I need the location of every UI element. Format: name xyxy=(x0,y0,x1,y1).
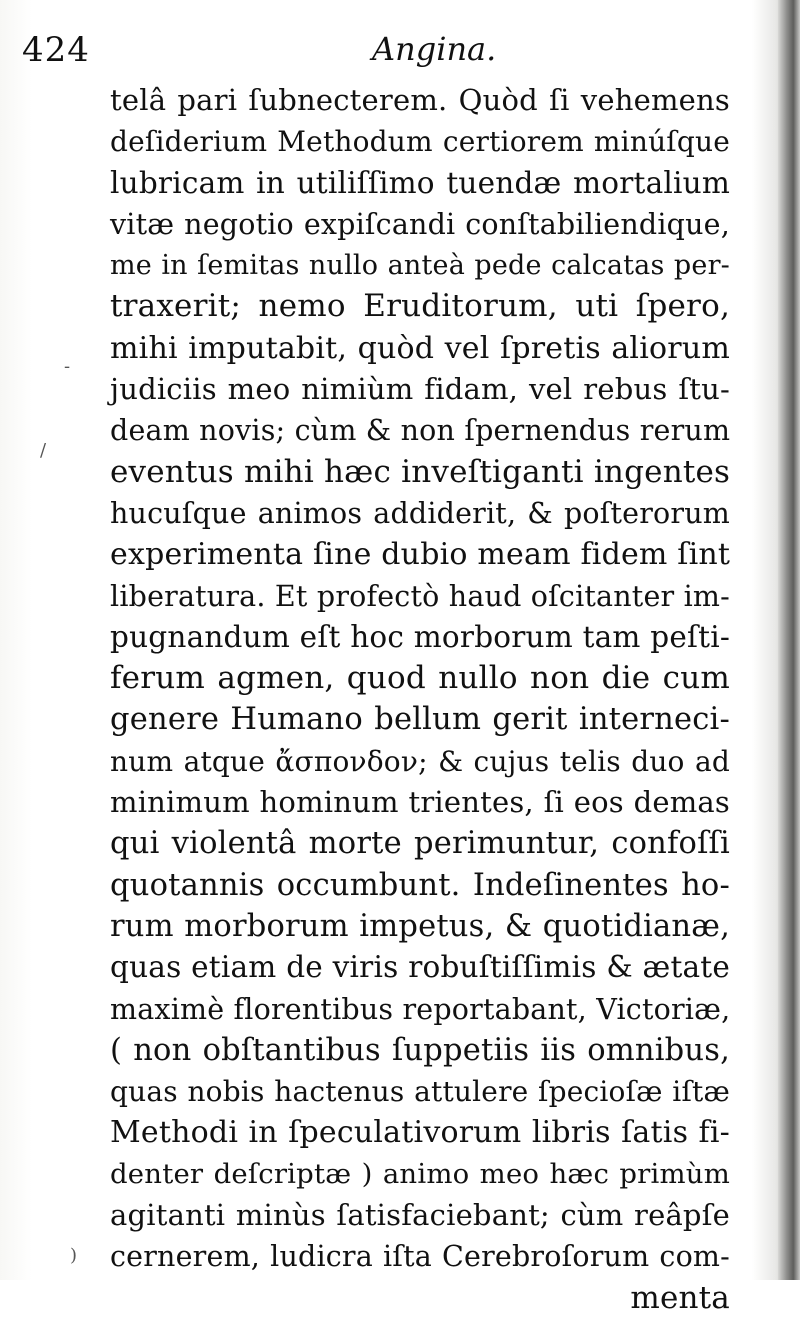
text-line: deam novis; cùm & non ſpernendus rerum xyxy=(110,414,731,448)
ink-speck: / xyxy=(40,440,47,461)
text-line: rum morborum impetus, & quotidianæ, xyxy=(110,908,730,944)
body-text xyxy=(110,80,730,1319)
text-line: minimum hominum trientes, ſi eos demas xyxy=(110,785,730,820)
text-line: cernerem, ludicra iſta Cerebroſorum com- xyxy=(110,1240,730,1274)
text-line: hucuſque animos addiderit, & poſterorum xyxy=(110,496,730,530)
ink-speck: ) xyxy=(70,1245,78,1266)
ink-speck: - xyxy=(64,356,71,377)
text-line: denter deſcriptæ ) animo meo hæc primùm xyxy=(110,1157,730,1190)
text-line: experimenta ſine dubio meam fidem ſint xyxy=(110,537,731,573)
text-line: ferum agmen, quod nullo non die cum xyxy=(110,660,730,697)
text-line: num atque ἄσπονδον; & cujus telis duo ad xyxy=(110,744,730,778)
text-line: judiciis meo nimiùm fidam, vel rebus ſtu- xyxy=(110,372,730,407)
text-line: mihi imputabit, quòd vel ſpretis aliorum xyxy=(110,330,730,366)
text-line: quas etiam de viris robuſtiſſimis & ætate xyxy=(110,950,730,985)
page-number: 424 xyxy=(22,30,90,70)
text-line: deſiderium Methodum certiorem minúſque xyxy=(110,125,730,159)
text-line: maximè florentibus reportabant, Victoriæ, xyxy=(110,992,731,1026)
text-line: agitanti minùs ſatisfaciebant; cùm reâpſe xyxy=(110,1198,730,1233)
running-head: Angina. xyxy=(372,30,497,68)
text-line: liberatura. Et profectò haud oſcitanter im- xyxy=(110,579,730,613)
text-line: Methodi in ſpeculativorum libris ſatis fi- xyxy=(110,1115,730,1151)
text-line: pugnandum eſt hoc morborum tam peſti- xyxy=(110,619,730,654)
text-line: lubricam in utiliſſimo tuendæ mortalium xyxy=(110,165,730,200)
text-line: me in ſemitas nullo anteà pede calcatas per- xyxy=(110,250,730,282)
text-line: genere Humano bellum gerit interneci- xyxy=(110,702,730,738)
text-line: vitæ negotio expiſcandi conſtabiliendique, xyxy=(110,207,730,241)
text-line: quas nobis hactenus attulere ſpecioſæ iſtæ xyxy=(110,1075,730,1109)
text-line: telâ pari ſubnecterem. Quòd ſi vehemens xyxy=(110,83,730,117)
text-line: traxerit; nemo Eruditorum, uti ſpero, xyxy=(110,288,730,325)
page-binding-edge xyxy=(778,0,800,1280)
catchword: menta xyxy=(630,1279,730,1316)
text-line: ( non obſtantibus ſuppetiis iis omnibus, xyxy=(110,1032,730,1068)
text-line: eventus mihi hæc inveſtiganti ingentes xyxy=(110,453,731,490)
text-line: qui violentâ morte perimuntur, confoſſi xyxy=(110,826,730,862)
text-line: quotannis occumbunt. Indeſinentes ho- xyxy=(110,867,730,903)
